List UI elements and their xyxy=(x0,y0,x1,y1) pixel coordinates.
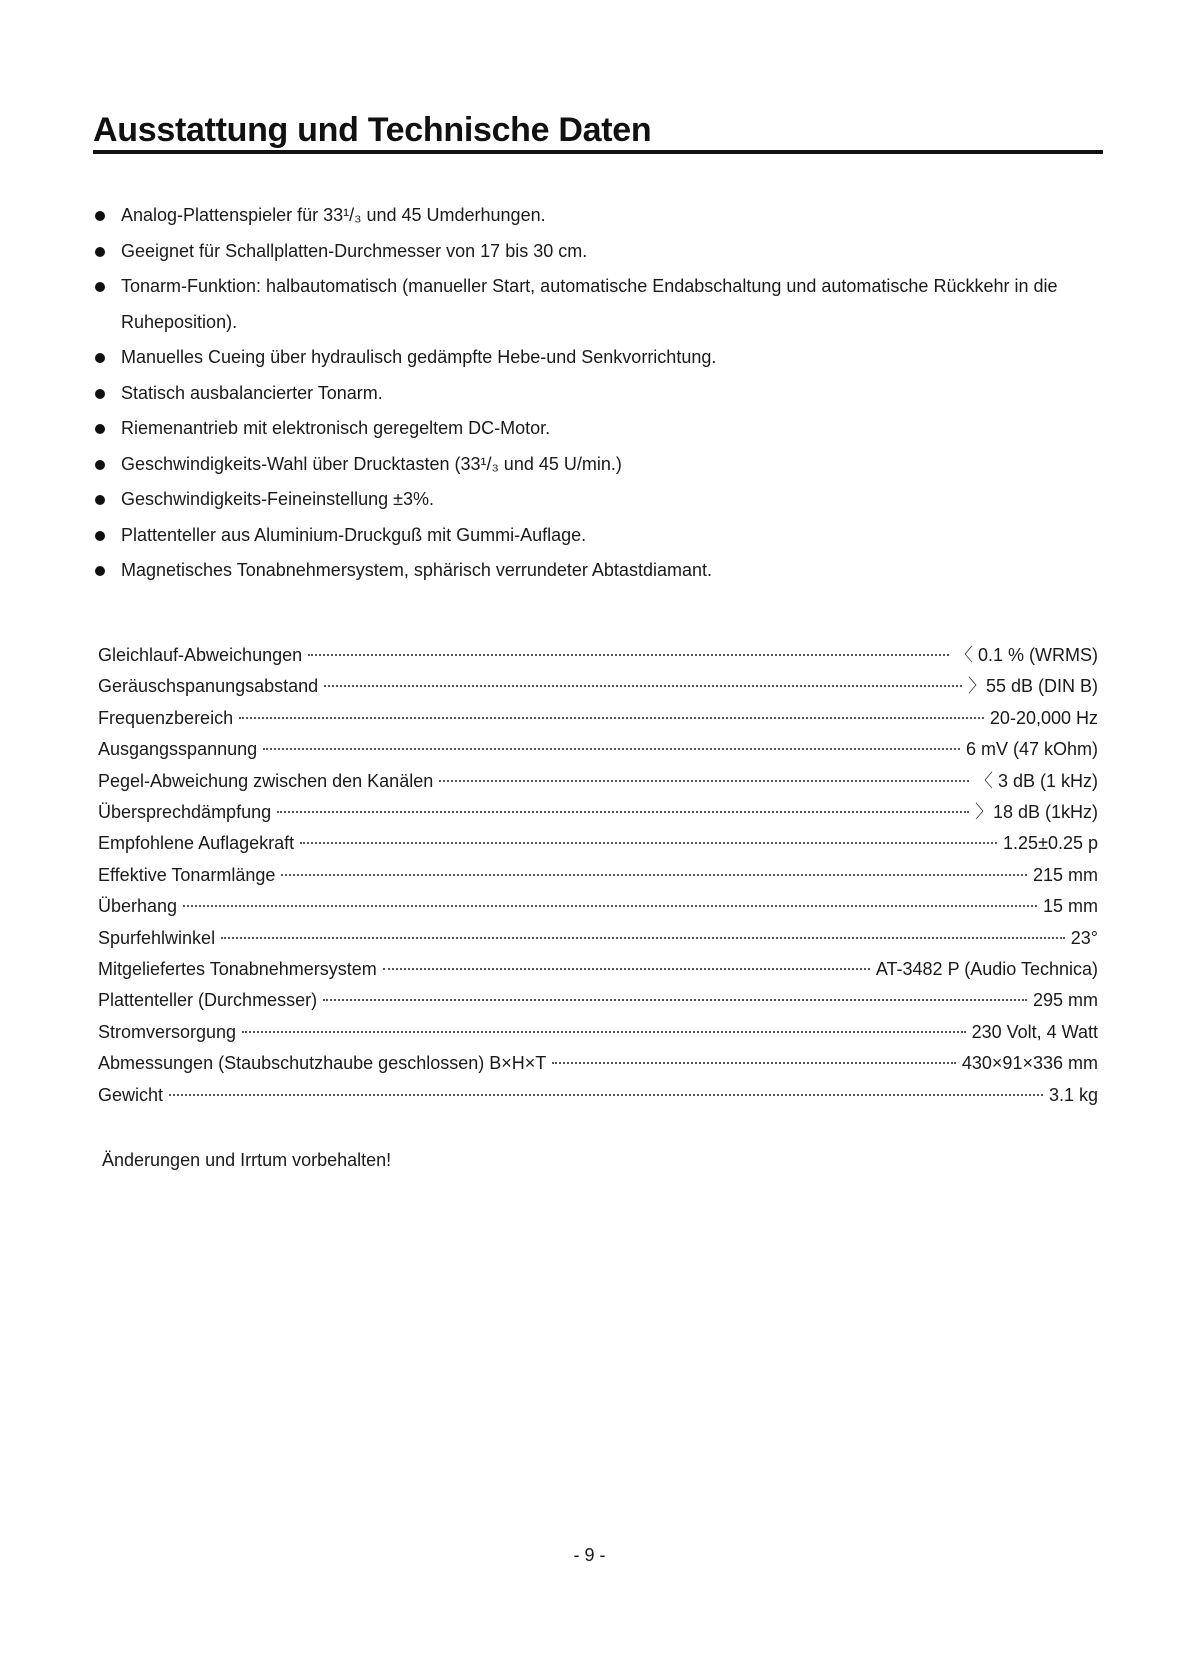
dot-leader xyxy=(383,967,870,970)
dot-leader xyxy=(277,810,969,813)
spec-value: 6 mV (47 kOhm) xyxy=(965,739,1098,760)
bullet-icon xyxy=(95,282,105,292)
feature-text: Manuelles Cueing über hydraulisch gedämpfte Hebe-und Senkvorrichtung. xyxy=(121,347,717,367)
spec-row xyxy=(98,985,1098,1016)
dot-leader xyxy=(221,936,1065,939)
bullet-icon xyxy=(95,566,105,576)
feature-item xyxy=(93,376,1103,412)
spec-row xyxy=(98,766,1098,797)
spec-value: 〉55 dB (DIN B) xyxy=(967,676,1098,697)
spec-value: AT-3482 P (Audio Technica) xyxy=(875,959,1098,980)
spec-label: Mitgeliefertes Tonabnehmersystem xyxy=(98,959,377,980)
spec-row xyxy=(98,1080,1098,1111)
spec-label: Frequenzbereich xyxy=(98,707,234,728)
spec-value: 23° xyxy=(1070,927,1098,948)
spec-value: 295 mm xyxy=(1032,990,1098,1011)
spec-label: Effektive Tonarmlänge xyxy=(98,864,276,885)
spec-row xyxy=(98,640,1098,671)
feature-item xyxy=(93,518,1103,554)
spec-table xyxy=(98,640,1098,1111)
disclaimer-note: Änderungen und Irrtum vorbehalten! xyxy=(102,1150,392,1170)
bullet-icon xyxy=(95,247,105,257)
spec-row xyxy=(98,1017,1098,1048)
dot-leader xyxy=(183,904,1037,907)
spec-value: 〈 0.1 % (WRMS) xyxy=(954,645,1098,665)
feature-text: Tonarm-Funktion: halbautomatisch (manueller Start, automatische Endabschaltung und automatische Rückkehr in die Ruheposition). xyxy=(121,276,1058,332)
dot-leader xyxy=(308,653,949,656)
feature-text: Plattenteller aus Aluminium-Druckguß mit Gummi-Auflage. xyxy=(121,524,587,545)
dot-leader xyxy=(239,716,984,719)
feature-item xyxy=(93,340,1103,376)
spec-value: 3.1 kg xyxy=(1048,1084,1098,1105)
spec-label: Gleichlauf-Abweichungen xyxy=(98,645,303,665)
bullet-icon xyxy=(95,424,105,434)
spec-row xyxy=(98,891,1098,922)
dot-leader xyxy=(552,1061,956,1064)
dot-leader xyxy=(169,1093,1043,1096)
feature-item xyxy=(93,269,1103,340)
page-number: - 9 - xyxy=(573,1545,606,1565)
spec-label: Plattenteller (Durchmesser) xyxy=(98,990,318,1011)
feature-text: Geeignet für Schallplatten-Durchmesser von 17 bis 30 cm. xyxy=(121,240,588,261)
spec-value: 230 Volt, 4 Watt xyxy=(971,1021,1098,1042)
spec-row xyxy=(98,954,1098,985)
spec-label: Geräuschspanungsabstand xyxy=(98,676,319,697)
feature-text: Statisch ausbalancierter Tonarm. xyxy=(121,382,383,403)
bullet-icon xyxy=(95,531,105,541)
spec-value: 〉18 dB (1kHz) xyxy=(974,802,1098,823)
feature-text: Geschwindigkeits-Wahl über Drucktasten (33¹/₃ und 45 U/min.) xyxy=(121,453,622,474)
feature-item xyxy=(93,234,1103,270)
spec-value: 1.25±0.25 p xyxy=(1003,833,1098,854)
dot-leader xyxy=(263,747,960,750)
feature-item xyxy=(93,198,1103,234)
spec-label: Überhang xyxy=(98,896,178,917)
spec-label: Empfohlene Auflagekraft xyxy=(98,833,295,854)
spec-row xyxy=(98,703,1098,734)
feature-item xyxy=(93,447,1103,483)
spec-label: Gewicht xyxy=(98,1084,164,1105)
bullet-icon xyxy=(95,495,105,505)
spec-value: 430×91×336 mm xyxy=(961,1053,1098,1074)
spec-row xyxy=(98,860,1098,891)
spec-label: Übersprechdämpfung xyxy=(98,802,272,823)
dot-leader xyxy=(323,998,1027,1001)
spec-row xyxy=(98,828,1098,859)
spec-row xyxy=(98,671,1098,702)
bullet-icon xyxy=(95,460,105,470)
spec-label: Abmessungen (Staubschutzhaube geschlossen) B×H×T xyxy=(98,1053,547,1074)
bullet-icon xyxy=(95,353,105,363)
bullet-icon xyxy=(95,389,105,399)
dot-leader xyxy=(439,779,969,782)
spec-row xyxy=(98,797,1098,828)
spec-label: Spurfehlwinkel xyxy=(98,927,216,948)
spec-value: 20-20,000 Hz xyxy=(989,707,1098,728)
feature-item xyxy=(93,411,1103,447)
feature-text: Analog-Plattenspieler für 33¹/₃ und 45 Umderhungen. xyxy=(121,205,546,225)
feature-text: Magnetisches Tonabnehmersystem, sphärisch verrundeter Abtastdiamant. xyxy=(121,560,712,580)
dot-leader xyxy=(281,873,1027,876)
dot-leader xyxy=(242,1030,966,1033)
dot-leader xyxy=(324,684,962,687)
spec-row xyxy=(98,734,1098,765)
spec-value: 215 mm xyxy=(1032,864,1098,885)
bullet-icon xyxy=(95,211,105,221)
feature-text: Geschwindigkeits-Feineinstellung ±3%. xyxy=(121,489,435,509)
spec-row xyxy=(98,1048,1098,1079)
feature-text: Riemenantrieb mit elektronisch geregeltem DC-Motor. xyxy=(121,418,551,438)
feature-item xyxy=(93,553,1103,589)
spec-label: Stromversorgung xyxy=(98,1021,237,1042)
feature-item xyxy=(93,482,1103,518)
feature-list xyxy=(93,198,1103,589)
title-underline xyxy=(93,150,1103,154)
spec-label: Pegel-Abweichung zwischen den Kanälen xyxy=(98,770,434,791)
page-title: Ausstattung und Technische Daten xyxy=(93,111,652,149)
spec-row xyxy=(98,923,1098,954)
spec-label: Ausgangsspannung xyxy=(98,739,258,760)
dot-leader xyxy=(300,841,997,844)
spec-value: 15 mm xyxy=(1042,896,1098,917)
spec-value: 〈 3 dB (1 kHz) xyxy=(974,770,1098,791)
